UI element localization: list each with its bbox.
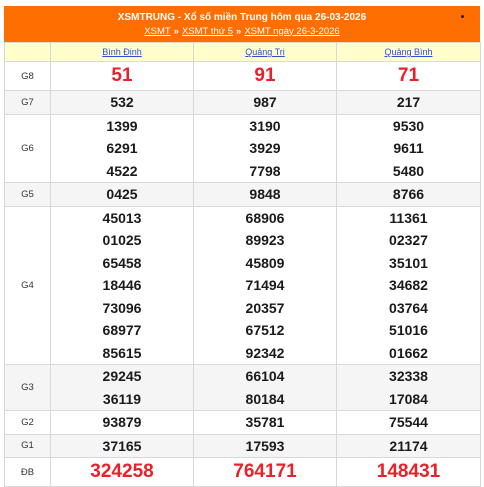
prize-number: 3190 <box>249 117 281 134</box>
prize-cell <box>194 365 337 411</box>
prize-number: 35781 <box>245 414 285 430</box>
prize-row <box>5 114 481 183</box>
prize-number: 92342 <box>245 344 285 361</box>
prize-number: 01662 <box>389 344 428 361</box>
prize-number: 29245 <box>102 368 142 384</box>
prize-number: 91 <box>254 65 276 86</box>
prize-cell <box>337 114 481 183</box>
prize-number: 20357 <box>245 299 285 316</box>
prize-cell <box>337 434 481 458</box>
prize-cell <box>194 206 337 365</box>
prize-number: 764171 <box>233 461 297 482</box>
breadcrumb-xsmt-date-link[interactable]: XSMT ngày 26-3-2026 <box>244 25 340 37</box>
prize-cell <box>51 458 194 487</box>
breadcrumb-separator: » <box>173 25 179 37</box>
prize-cell <box>51 411 194 435</box>
prize-number: 9611 <box>393 140 424 156</box>
results-widget <box>4 6 480 487</box>
prize-number: 6291 <box>106 140 138 156</box>
prize-label: G7 <box>5 91 51 115</box>
prize-label: G6 <box>5 114 51 183</box>
prize-cell <box>194 62 337 91</box>
prize-label: G1 <box>5 434 51 458</box>
prize-number: 35101 <box>389 254 428 271</box>
prize-cell <box>51 434 194 458</box>
prize-row <box>5 62 481 91</box>
prize-label: G4 <box>5 206 51 365</box>
prize-cell <box>194 183 337 207</box>
results-title: XSMTRUNG - Xổ số miền Trung hôm qua 26-03-2026 <box>117 11 367 23</box>
prize-number: 45809 <box>245 254 285 271</box>
prize-number: 73096 <box>102 299 142 316</box>
breadcrumb-xsmt-thu5-link[interactable]: XSMT thứ 5 <box>181 25 234 37</box>
prize-number: 51 <box>111 65 133 86</box>
prize-cell <box>51 183 194 207</box>
prize-number: 9530 <box>392 117 425 134</box>
prize-number: 01025 <box>102 232 142 248</box>
prize-number: 18446 <box>102 277 142 293</box>
prize-row <box>5 365 481 411</box>
prize-number: 03764 <box>389 299 428 316</box>
prize-number: 217 <box>396 94 421 110</box>
prize-number: 36119 <box>102 390 142 407</box>
prize-number: 4522 <box>106 162 138 179</box>
prize-number: 68906 <box>245 209 285 226</box>
prize-number: 71494 <box>245 277 285 293</box>
prize-number: 68977 <box>102 322 142 338</box>
prize-cell <box>51 91 194 115</box>
province-link[interactable]: Quảng Trị <box>245 47 285 57</box>
prize-cell <box>337 458 481 487</box>
prize-number: 45013 <box>102 209 142 226</box>
prize-number: 51016 <box>389 322 428 338</box>
prize-number: 89923 <box>245 232 285 248</box>
prize-row <box>5 434 481 458</box>
prize-number: 9848 <box>249 186 281 202</box>
prize-cell <box>337 365 481 411</box>
results-header <box>4 6 480 42</box>
prize-label: ĐB <box>5 458 51 487</box>
prize-cell <box>194 114 337 183</box>
province-header-row <box>5 43 481 62</box>
prize-number: 34682 <box>389 277 428 293</box>
prize-cell <box>194 411 337 435</box>
prize-number: 21174 <box>389 437 428 454</box>
prize-cell <box>51 206 194 365</box>
prize-label: G3 <box>5 365 51 411</box>
prize-number: 3929 <box>249 140 281 156</box>
prize-number: 66104 <box>245 368 285 384</box>
prize-number: 65458 <box>102 254 142 271</box>
prize-number: 7798 <box>249 162 281 179</box>
province-quang-binh <box>337 43 481 62</box>
prize-cell <box>337 62 481 91</box>
breadcrumb <box>144 25 339 38</box>
prize-number: 5480 <box>392 162 425 179</box>
prize-number: 0425 <box>106 186 138 202</box>
prize-cell <box>194 91 337 115</box>
dot-icon <box>461 15 464 18</box>
prize-row <box>5 183 481 207</box>
province-link[interactable]: Quảng Bình <box>384 47 433 57</box>
prize-number: 17084 <box>389 390 428 407</box>
prize-number: 987 <box>253 94 277 110</box>
prize-cell <box>337 91 481 115</box>
province-binh-dinh <box>51 43 194 62</box>
prize-number: 67512 <box>245 322 285 338</box>
prize-number: 71 <box>397 65 420 86</box>
breadcrumb-separator: » <box>236 25 242 37</box>
prize-cell <box>194 434 337 458</box>
prize-number: 80184 <box>245 390 285 407</box>
prize-label: G8 <box>5 62 51 91</box>
prize-number: 11361 <box>389 209 428 226</box>
prize-row <box>5 91 481 115</box>
prize-number: 85615 <box>102 344 142 361</box>
prize-label: G5 <box>5 183 51 207</box>
prize-row <box>5 458 481 487</box>
prize-number: 75544 <box>389 414 428 430</box>
prize-number: 17593 <box>245 437 285 454</box>
prize-label: G2 <box>5 411 51 435</box>
prize-number: 8766 <box>392 186 425 202</box>
prize-number: 324258 <box>90 461 154 482</box>
prize-cell <box>337 206 481 365</box>
header-corner-cell <box>5 43 51 62</box>
province-link[interactable]: Bình Định <box>102 47 142 57</box>
prize-table-body <box>5 62 481 487</box>
prize-cell <box>51 114 194 183</box>
prize-number: 02327 <box>389 232 428 248</box>
results-table <box>4 42 481 487</box>
prize-number: 93879 <box>102 414 142 430</box>
prize-row <box>5 411 481 435</box>
prize-number: 148431 <box>376 461 441 482</box>
prize-number: 1399 <box>106 117 138 134</box>
prize-cell <box>194 458 337 487</box>
breadcrumb-xsmt-link[interactable]: XSMT <box>144 25 171 37</box>
province-quang-tri <box>194 43 337 62</box>
prize-cell <box>337 411 481 435</box>
prize-row <box>5 206 481 365</box>
prize-number: 37165 <box>102 437 142 454</box>
prize-cell <box>51 62 194 91</box>
prize-number: 532 <box>110 94 134 110</box>
prize-cell <box>337 183 481 207</box>
prize-number: 32338 <box>389 368 428 384</box>
prize-cell <box>51 365 194 411</box>
